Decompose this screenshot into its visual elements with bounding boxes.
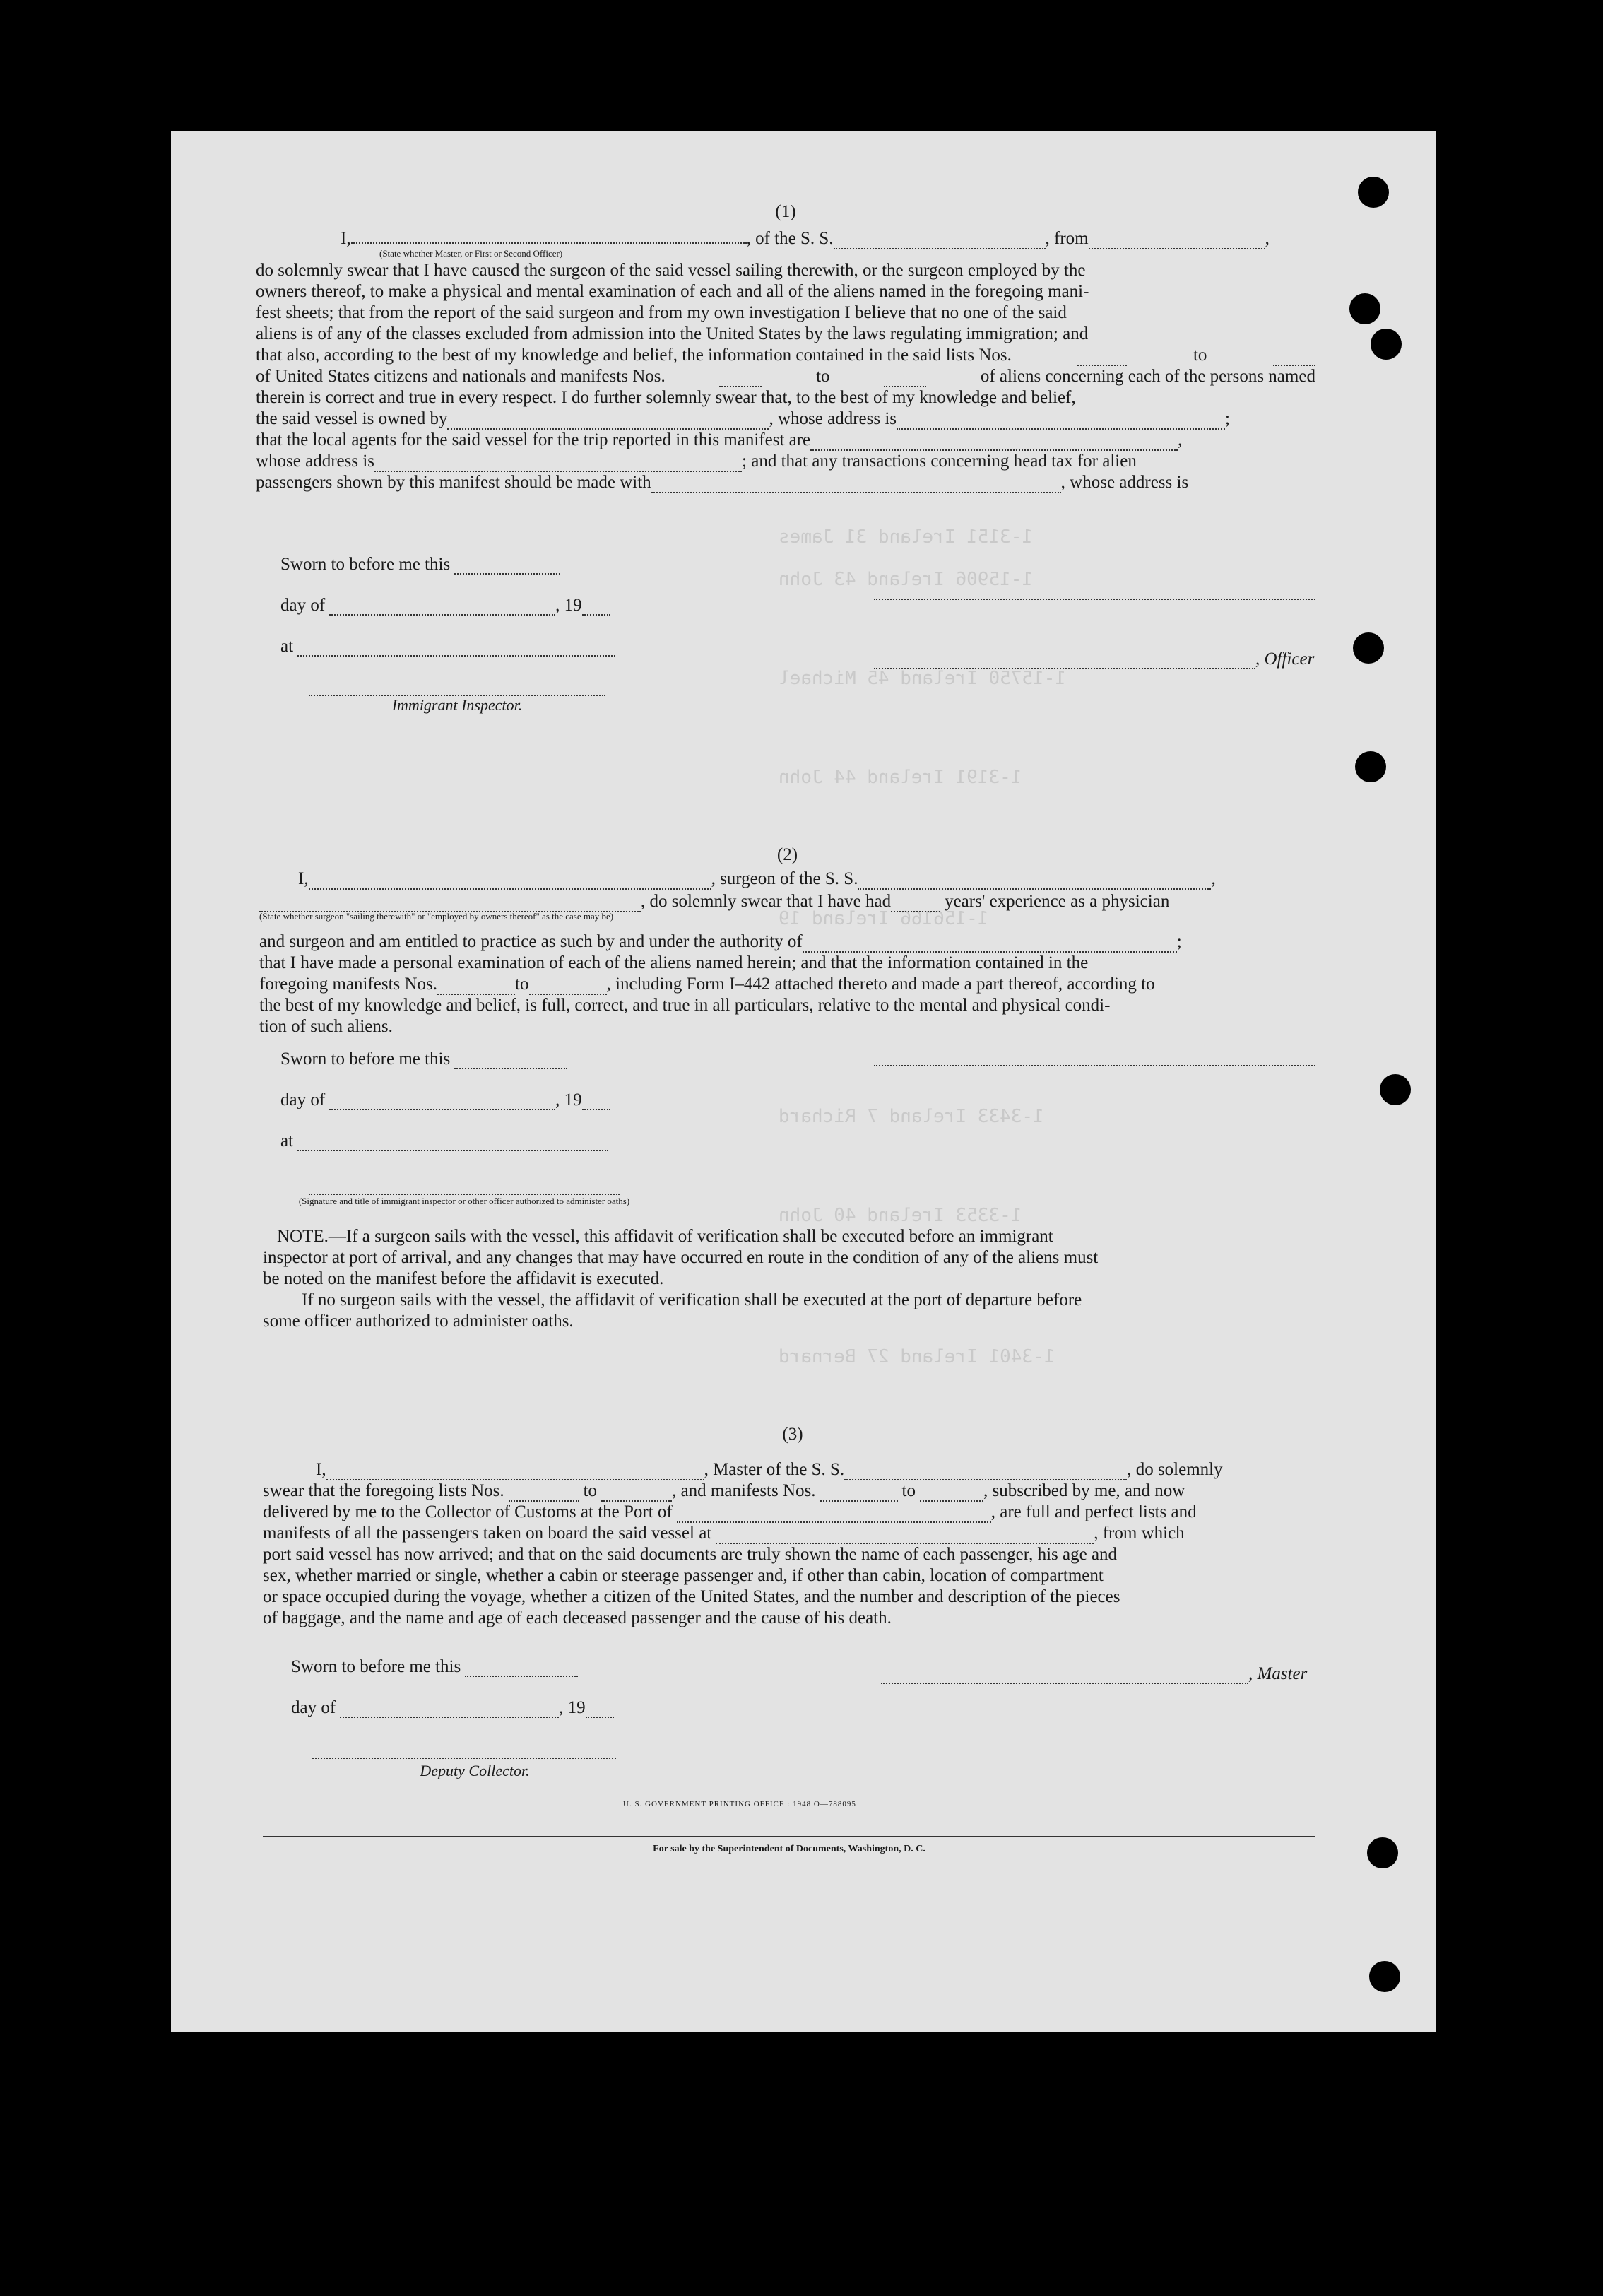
master-label: , Master — [1248, 1664, 1308, 1683]
immigrant-inspector-label: Immigrant Inspector. — [391, 696, 523, 714]
manifest-sheet: 1-3151 Ireland 31 James 1-15906 Ireland 43 John 1-15750 Ireland 45 Michael 1-3191 Ireland 44 John 1-156166 Ireland 19 1-3433 Ireland 7 Richard 1-3353 Ireland 40 John 1-3401 Ireland 27 Bernard (1) I, , of the S. S. , from , (State whether Master, or First or Second Officer) do solemnly swear that I have caused the surgeon of the said vessel sailing therewith, or the surgeon employed by the owners thereof, to make a physical and mental examination of each and all of the aliens named in the foregoing mani- fest sheets; that from the report of the said surgeon and from my own investigation I believe that no one of the said aliens is of any of the classes excluded from admission into the United States by the laws regulating immigration; and that also, according to the best of my knowledge and belief, the information contained in the said lists Nos. to of United States citizens and nationals and manifests Nos. to of aliens concerning each of the persons named therein is correct and true in every respect. I do further solemnly swear that, to the best of my knowledge and belief, the said vessel is owned by , whose address is ; that the local agents for the said vessel for the trip reported in this manifest are , whose address is ; and that any transactions concerning head tax for alien passengers shown by this manifest should be made with , whose address is Sworn to before me this day of , 19 at Immigrant Inspector. , Officer (2) I, , surgeon of the S. S. , , do solemnly swear that I have had years' experience as a physician (State whether surgeon "sailing therewith" or "employed by owners thereof" as the case may be) and surgeon and am entitled to practice as such by and under the authority of ; that I have made a personal examination of each of the aliens named herein; and that the information contained in the foregoing manifests Nos. to , including Form I–442 attached thereto and made a part thereof, according to the best of my knowledge and belief, is full, correct, and true in all particulars, relative to the mental and physical condi- tion of such aliens. Sworn to before me this day of , 19 at (Signature and title of immigrant inspector or other officer authorized to administer oaths) NOTE.—If a surgeon sails with the vessel, this affidavit of verification shall be executed before an immigrant inspector at port of arrival, and any changes that may have occurred en route in the condition of any of the aliens must be noted on the manifest before the affidavit is executed. If no surgeon sails with the vessel, the affidavit of verification shall be executed at the port of departure before some officer authorized to administer oaths. (3) I, , Master of the S. S. , do solemnly swear that the foregoing lists Nos. to , and manifests Nos. to , subscribed by me, and now delivered by me to the Collector of Customs at the Port of , are full and perfect lists and manifests of all the passengers taken on board the said vessel at , from which port said vessel has now arrived; and that on the said documents are truly shown the name of each passenger, his age and sex, whether married or single, whether a cabin or steerage passenger and, if other than cabin, location of compartment or space occupied during the voyage, whether a citizen of the United States, and the number and description of the pieces of baggage, and the name and age of each deceased passenger and the cause of his death. Sworn to before me this day of , 19 Deputy Collector. , Master U. S. GOVERNMENT PRINTING OFFICE : 1948 O—788095 For sale by the Superintendent of Documents, Washington, D. C. — [171, 131, 1436, 2032]
section1-line: fest sheets; that from the report of the said surgeon and from my own investigation I believe that no one of the said — [256, 303, 1067, 322]
section3-line: of baggage, and the name and age of each deceased passenger and the cause of his death. — [263, 1608, 892, 1627]
local-agents-field[interactable] — [810, 435, 1178, 451]
sworn-day-field[interactable] — [454, 559, 560, 575]
section2-line: that I have made a personal examination of each of the aliens named herein; and that the information contained in the — [259, 953, 1089, 972]
section2-jurat — [280, 1049, 648, 1206]
lists-from-field[interactable] — [1077, 351, 1127, 366]
sworn-day-field[interactable] — [454, 1054, 567, 1069]
lists-to-field[interactable] — [1273, 351, 1315, 366]
binder-hole — [1369, 1961, 1400, 1992]
note-line: some officer authorized to administer oaths. — [263, 1312, 574, 1331]
note-line: If no surgeon sails with the vessel, the affidavit of verification shall be executed at the port of departure before — [302, 1290, 1082, 1309]
section-number: (2) — [776, 845, 798, 864]
master-signature-field[interactable] — [881, 1668, 1248, 1684]
note-line: inspector at port of arrival, and any changes that may have occurred en route in the condition of any of the aliens must — [263, 1248, 1099, 1267]
year-label: , 19 — [559, 1698, 586, 1717]
section1-line: aliens is of any of the classes excluded from admission into the United States by the laws regulating immigration; and — [256, 324, 1089, 343]
section-1: (1) I, , of the S. S. , from , (State whether Master, or First or Second Officer) do solemnly swear that I have caused the surgeon of the said vessel sailing therewith, or the surgeon employed by the owners thereof, to make a physical and mental examination of each and all of the aliens named in the foregoing mani- fest sheets; that from the report of the said surgeon and from my own investigation I believe that no one of the said aliens is of any of the classes excluded from admission into the United States by the laws regulating immigration; and that also, according to the best of my knowledge and belief, the information contained in the said lists Nos. to of United States citizens and nationals and manifests Nos. to of aliens concerning each of the persons named therein is correct and true in every respect. I do further solemnly swear that, to the best of my knowledge and belief, the said vessel is owned by , whose address is ; that the local agents for the said vessel for the trip reported in this manifest are , whose address is ; and that any transactions concerning head tax for alien passengers shown by this manifest should be made with , whose address is — [256, 202, 1315, 492]
deputy-collector-signature-field[interactable] — [312, 1742, 616, 1759]
section2-line: and surgeon and am entitled to practice as such by and under the authority of — [259, 932, 803, 951]
section-3 — [263, 1424, 1323, 1629]
binder-hole — [1371, 329, 1402, 360]
binder-hole — [1355, 751, 1386, 782]
to-label: to — [901, 1481, 916, 1500]
vessel-name-field[interactable] — [834, 234, 1046, 249]
authorized-officer-signature-field[interactable] — [309, 1178, 620, 1195]
section3-jurat — [291, 1657, 658, 1780]
master-caption: (State whether Master, or First or Second Officer) — [379, 248, 563, 259]
to-label: to — [515, 975, 529, 994]
sale-notice: For sale by the Superintendent of Documents, Washington, D. C. — [653, 1844, 925, 1854]
binder-hole — [1349, 293, 1380, 324]
owner-address-field[interactable] — [897, 414, 1225, 430]
surgeon-signature-block — [874, 1049, 1315, 1066]
section1-line: whose address is — [256, 452, 375, 471]
agents-address-field[interactable] — [374, 457, 742, 472]
section3-line: sex, whether married or single, whether a cabin or steerage passenger and, if other than cabin, location of compartment — [263, 1566, 1104, 1585]
day-of-label: day of — [280, 1090, 326, 1109]
surgeon-caption: (State whether surgeon "sailing therewith" or "employed by owners thereof" as the case may be) — [259, 911, 614, 922]
year-field[interactable] — [586, 1702, 614, 1718]
note-line: be noted on the manifest before the affidavit is executed. — [263, 1269, 664, 1288]
day-of-label: day of — [280, 596, 326, 615]
section3-line: delivered by me to the Collector of Customs at the Port of — [263, 1502, 673, 1521]
at-place-field[interactable] — [297, 1136, 608, 1151]
signature-caption: (Signature and title of immigrant inspector or other officer authorized to administer oaths) — [298, 1196, 630, 1206]
deputy-collector-label: Deputy Collector. — [420, 1762, 530, 1779]
owner-field[interactable] — [447, 414, 769, 430]
inspector-signature-field[interactable] — [309, 679, 605, 696]
section1-line: , whose address is — [1060, 473, 1189, 492]
master-signature-block — [881, 1664, 1319, 1684]
section-2: (2) I, , surgeon of the S. S. , , do solemnly swear that I have had years' experience as a physician (State whether surgeon "sailing therewith" or "employed by owners thereof" as the case may be) and surgeon and am entitled to practice as such by and under the authority of ; that I have made a personal examination of each of the aliens named herein; and that the information contained in the foregoing manifests Nos. to , including Form I–442 attached thereto and made a part thereof, according to the best of my knowledge and belief, is full, correct, and true in all particulars, relative to the mental and physical condi- tion of such aliens. — [259, 844, 1315, 1037]
manifests-to-field[interactable] — [920, 1486, 983, 1502]
surgeon-name-field[interactable] — [309, 874, 711, 890]
lists-from-field[interactable] — [509, 1486, 579, 1502]
day-of-field[interactable] — [329, 1095, 555, 1110]
section3-line: or space occupied during the voyage, whether a citizen of the United States, and the number and description of the pieces — [263, 1587, 1120, 1606]
section2-line: foregoing manifests Nos. — [259, 975, 438, 994]
section1-line: that the local agents for the said vessel for the trip reported in this manifest are — [256, 430, 811, 449]
section1-line: that also, according to the best of my knowledge and belief, the information contained in the said lists Nos. — [256, 346, 1012, 365]
binder-hole — [1380, 1074, 1411, 1105]
from-label: , from — [1045, 229, 1089, 248]
master-name-field[interactable] — [351, 228, 747, 244]
surgeon-status-field[interactable] — [259, 897, 641, 912]
day-of-label: day of — [291, 1698, 336, 1717]
year-field[interactable] — [582, 600, 610, 616]
officer-signature-block — [874, 583, 1315, 669]
section2-line: years' experience as a physician — [945, 892, 1170, 911]
manifests-from-field[interactable] — [820, 1486, 898, 1502]
to-label: to — [816, 367, 830, 386]
master-of-label: , Master of the S. S. — [704, 1460, 845, 1479]
binder-hole — [1367, 1837, 1398, 1868]
day-of-field[interactable] — [329, 600, 555, 616]
section3-line: port said vessel has now arrived; and that on the said documents are truly shown the name of each passenger, his age and — [263, 1545, 1118, 1564]
sworn-label: Sworn to before me this — [280, 555, 451, 574]
of-ss-label: , of the S. S. — [746, 229, 834, 248]
departure-port-field[interactable] — [1089, 234, 1265, 249]
section1-line: the said vessel is owned by — [256, 409, 448, 428]
master-name-field[interactable] — [326, 1465, 704, 1480]
section2-note — [263, 1226, 1315, 1332]
section1-line: of aliens concerning each of the persons named — [980, 367, 1315, 386]
head-tax-contact-field[interactable] — [651, 478, 1061, 493]
sworn-label: Sworn to before me this — [280, 1049, 451, 1068]
section1-line: ; and that any transactions concerning head tax for alien — [742, 452, 1137, 471]
at-label: at — [280, 1131, 294, 1150]
note-line: NOTE.—If a surgeon sails with the vessel, this affidavit of verification shall be executed before an immigrant — [277, 1227, 1053, 1246]
binder-hole — [1353, 632, 1384, 664]
port-of-embarkation-field[interactable] — [716, 1529, 1094, 1544]
i-label: I, — [316, 1460, 326, 1479]
section1-line: passengers shown by this manifest should be made with — [256, 473, 651, 492]
surgeon-vessel-field[interactable] — [858, 874, 1211, 890]
year-label: , 19 — [555, 1090, 582, 1109]
section1-line: owners thereof, to make a physical and mental examination of each and all of the aliens named in the foregoing mani- — [256, 282, 1089, 301]
surgeon-signature-field[interactable] — [874, 1049, 1315, 1066]
manifests-to-field[interactable] — [529, 979, 607, 995]
printing-office-imprint: U. S. GOVERNMENT PRINTING OFFICE : 1948 O—788095 — [623, 1800, 856, 1808]
section1-line: therein is correct and true in every respect. I do further solemnly swear that, to the best of my knowledge and belief, — [256, 388, 1076, 407]
i-label: I, — [298, 869, 309, 888]
section1-line: do solemnly swear that I have caused the surgeon of the said vessel sailing therewith, or the surgeon employed by the — [256, 261, 1086, 280]
sworn-label: Sworn to before me this — [291, 1657, 461, 1676]
section3-line: , and manifests Nos. — [672, 1481, 816, 1500]
section3-line: , do solemnly — [1127, 1460, 1223, 1479]
section3-line: , are full and perfect lists and — [990, 1502, 1197, 1521]
officer-title-field[interactable] — [874, 654, 1255, 669]
section2-line: the best of my knowledge and belief, is full, correct, and true in all particulars, relative to the mental and physical condi- — [259, 996, 1111, 1015]
officer-signature-field[interactable] — [874, 583, 1315, 600]
section1-line: of United States citizens and nationals and manifests Nos. — [256, 367, 666, 386]
authority-field[interactable] — [803, 937, 1177, 953]
surgeon-of-label: , surgeon of the S. S. — [711, 869, 858, 888]
section-number: (1) — [775, 202, 796, 221]
sworn-day-field[interactable] — [465, 1661, 578, 1677]
manifests-from-field[interactable] — [437, 979, 515, 995]
section-number: (3) — [782, 1425, 803, 1444]
port-of-arrival-field[interactable] — [677, 1507, 991, 1523]
i-label: I, — [341, 229, 351, 248]
section1-jurat — [280, 555, 648, 714]
section3-line: , from which — [1094, 1524, 1185, 1543]
section1-line: , whose address is — [769, 409, 897, 428]
section3-line: , subscribed by me, and now — [983, 1481, 1185, 1500]
manifests-to-field[interactable] — [884, 372, 926, 387]
years-experience-field[interactable] — [891, 897, 940, 912]
section2-line: , including Form I–442 attached thereto and made a part thereof, according to — [606, 975, 1155, 994]
binder-hole — [1358, 177, 1389, 208]
section2-line: , do solemnly swear that I have had — [641, 892, 892, 911]
footer-rule — [263, 1836, 1315, 1837]
year-field[interactable] — [582, 1095, 610, 1110]
at-label: at — [280, 637, 294, 656]
section3-line: swear that the foregoing lists Nos. — [263, 1481, 504, 1500]
section3-line: manifests of all the passengers taken on board the said vessel at — [263, 1524, 712, 1543]
manifests-from-field[interactable] — [719, 372, 762, 387]
to-label: to — [583, 1481, 598, 1500]
at-place-field[interactable] — [297, 641, 615, 657]
officer-label: , Officer — [1255, 649, 1315, 669]
vessel-name-field[interactable] — [844, 1465, 1127, 1480]
lists-to-field[interactable] — [601, 1486, 672, 1502]
section2-line: tion of such aliens. — [259, 1017, 393, 1036]
to-label: to — [1193, 346, 1207, 365]
year-label: , 19 — [555, 596, 582, 615]
day-of-field[interactable] — [340, 1702, 559, 1718]
